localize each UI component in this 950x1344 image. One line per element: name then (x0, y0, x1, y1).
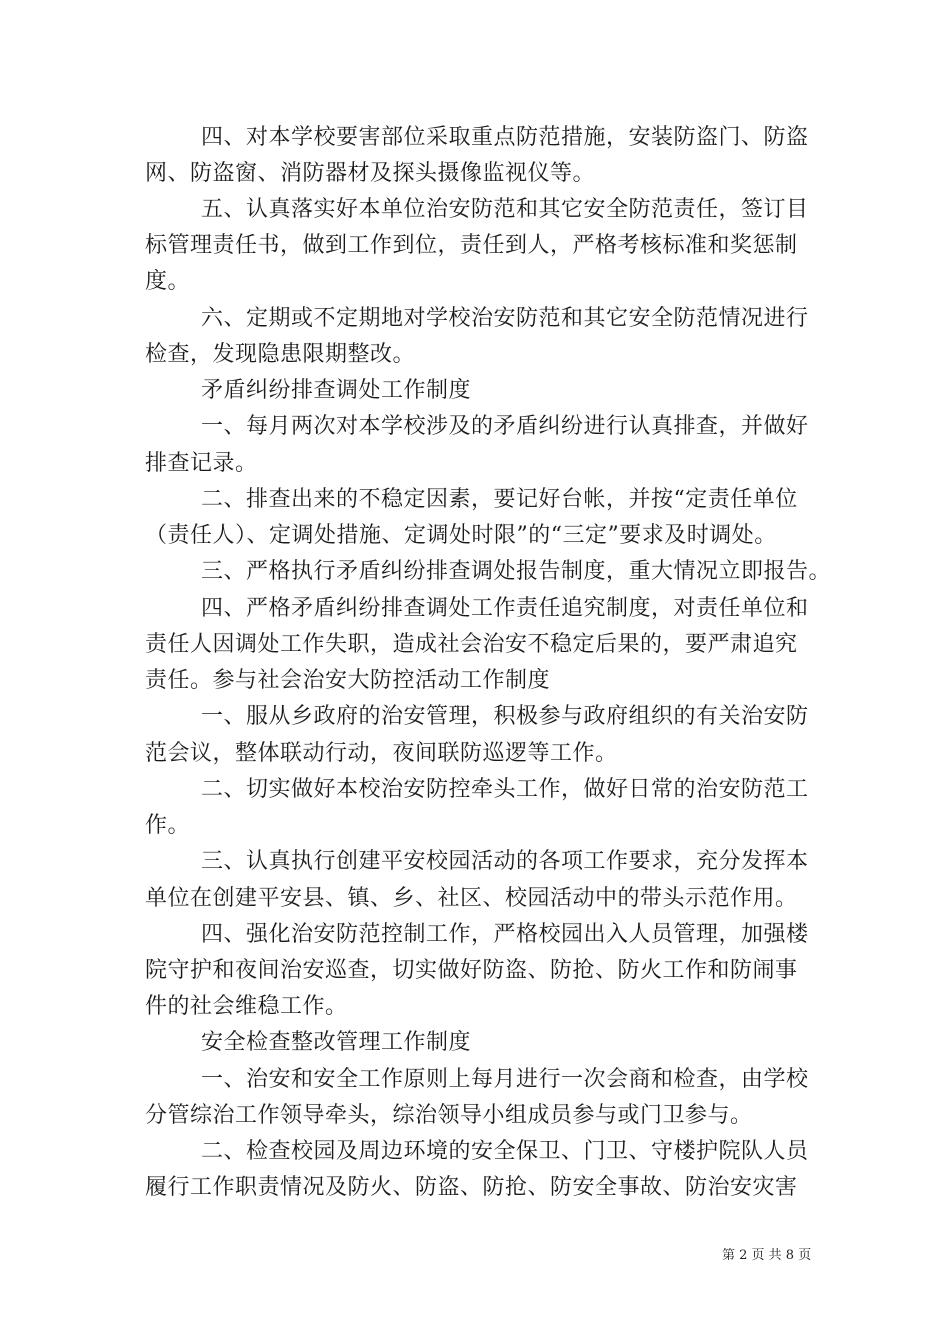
page-number: 第 2 页 共 8 页 (722, 1248, 812, 1263)
text-line: 分管综治工作领导牵头，综治领导小组成员参与或门卫参与。 (145, 1103, 753, 1128)
text-line: 度。 (145, 269, 191, 294)
text-line: 二、切实做好本校治安防控牵头工作，做好日常的治安防范工 (201, 777, 809, 802)
text-line: 排查记录。 (145, 451, 258, 476)
text-line: 作。 (145, 813, 191, 838)
text-line: 二、排查出来的不稳定因素，要记好台帐，并按“定责任单位 (201, 487, 798, 512)
text-line: 三、严格执行矛盾纠纷排查调处报告制度，重大情况立即报告。 (201, 559, 832, 584)
text-line: 一、每月两次对本学校涉及的矛盾纠纷进行认真排查，并做好 (201, 414, 809, 439)
text-line: 一、治安和安全工作原则上每月进行一次会商和检查，由学校 (201, 1067, 809, 1092)
text-line: 四、强化治安防范控制工作，严格校园出入人员管理，加强楼 (201, 922, 809, 947)
section-heading: 安全检查整改管理工作制度 (201, 1030, 472, 1055)
text-line: 二、检查校园及周边环境的安全保卫、门卫、守楼护院队人员 (201, 1139, 809, 1164)
text-line: 责任。参与社会治安大防控活动工作制度 (145, 668, 551, 693)
text-line: 责任人因调处工作失职，造成社会治安不稳定后果的，要严肃追究 (145, 632, 798, 657)
text-line: 院守护和夜间治安巡查，切实做好防盗、防抢、防火工作和防闹事 (145, 958, 798, 983)
text-line: 三、认真执行创建平安校园活动的各项工作要求，充分发挥本 (201, 849, 809, 874)
text-line: 范会议，整体联动行动，夜间联防巡逻等工作。 (145, 741, 618, 766)
text-line: 六、定期或不定期地对学校治安防范和其它安全防范情况进行 (201, 306, 809, 331)
text-line: 件的社会维稳工作。 (145, 994, 348, 1019)
text-line: 履行工作职责情况及防火、防盗、防抢、防安全事故、防治安灾害 (145, 1175, 798, 1200)
text-line: 一、服从乡政府的治安管理，积极参与政府组织的有关治安防 (201, 704, 809, 729)
text-line: 网、防盗窗、消防器材及探头摄像监视仪等。 (145, 161, 596, 186)
text-line: 五、认真落实好本单位治安防范和其它安全防范责任，签订目 (201, 197, 809, 222)
text-line: （责任人）、定调处措施、定调处时限”的“三定”要求及时调处。 (145, 523, 777, 548)
section-heading: 矛盾纠纷排查调处工作制度 (201, 378, 472, 403)
text-line: 单位在创建平安县、镇、乡、社区、校园活动中的带头示范作用。 (145, 886, 798, 911)
text-line: 标管理责任书，做到工作到位，责任到人，严格考核标准和奖惩制 (145, 233, 798, 258)
text-line: 四、对本学校要害部位采取重点防范措施，安装防盗门、防盗 (201, 125, 809, 150)
text-line: 检查，发现隐患限期整改。 (145, 342, 416, 367)
text-line: 四、严格矛盾纠纷排查调处工作责任追究制度，对责任单位和 (201, 596, 809, 621)
